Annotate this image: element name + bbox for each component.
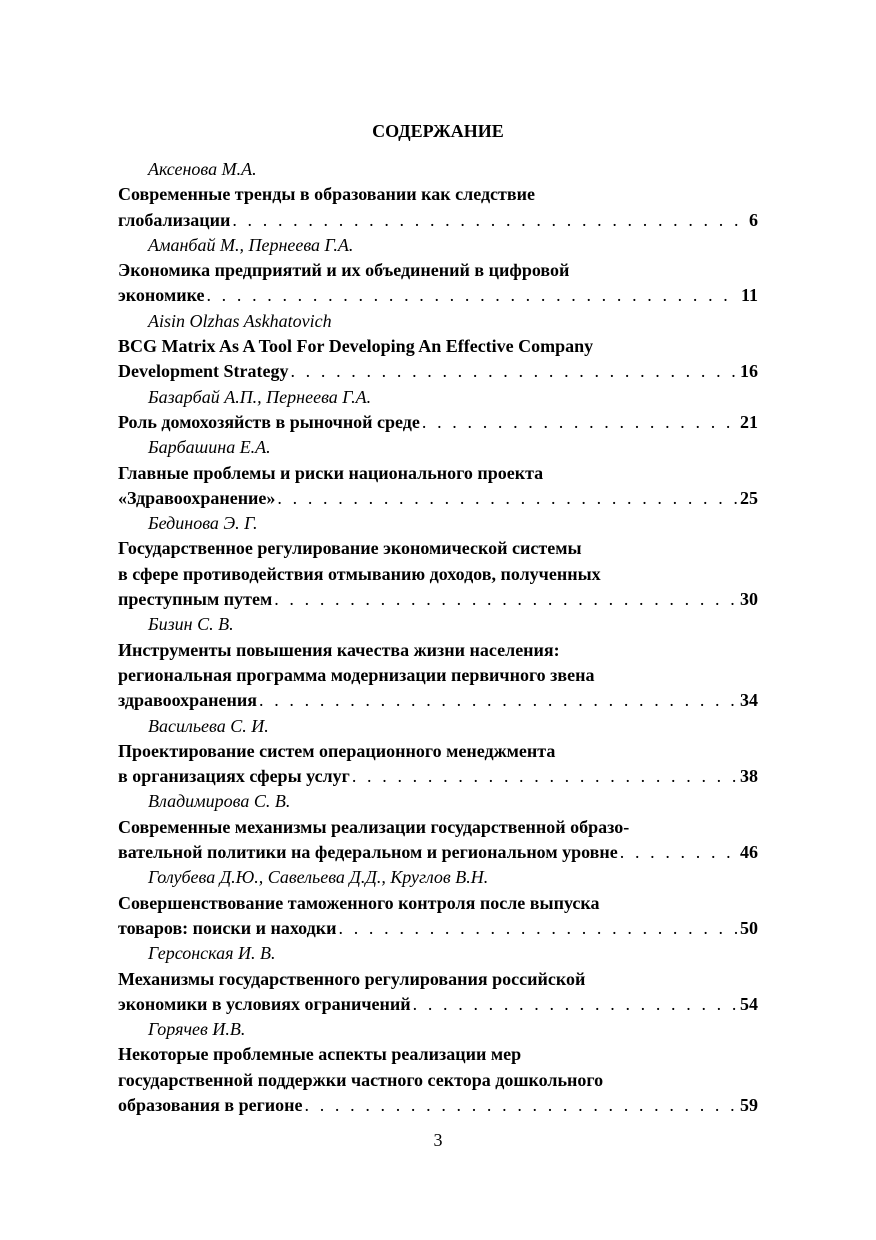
toc-entry-author: Аманбай М., Пернеева Г.А. bbox=[148, 234, 354, 255]
toc-entry bbox=[118, 941, 758, 1017]
dot-leader bbox=[206, 283, 739, 308]
toc-entry-title-line: Совершенствование таможенного контроля после выпуска bbox=[118, 892, 600, 913]
toc-entry-title-last-line: экономике bbox=[118, 285, 205, 306]
page-title: СОДЕРЖАНИЕ bbox=[372, 121, 504, 141]
toc-entry-link[interactable] bbox=[118, 1093, 758, 1118]
toc-entry-link[interactable] bbox=[118, 916, 758, 941]
table-of-contents bbox=[118, 157, 758, 1118]
page-number: 3 bbox=[433, 1130, 443, 1150]
toc-entry-title-line: Современные механизмы реализации государственной образо- bbox=[118, 816, 630, 837]
toc-entry-page-number: 21 bbox=[740, 411, 758, 432]
toc-entry-title-line: Государственное регулирование экономической системы bbox=[118, 538, 582, 559]
toc-entry-title-last-line: экономики в условиях ограничений bbox=[118, 993, 411, 1014]
toc-entry-page-number: 6 bbox=[749, 209, 758, 230]
toc-entry-author: Бединова Э. Г. bbox=[148, 513, 258, 534]
toc-entry-link[interactable] bbox=[118, 486, 758, 511]
toc-entry-link[interactable] bbox=[118, 283, 758, 308]
dot-leader bbox=[305, 1093, 738, 1118]
dot-leader bbox=[290, 359, 738, 384]
toc-entry-title-last-line: глобализации bbox=[118, 209, 231, 230]
toc-entry bbox=[118, 714, 758, 790]
dot-leader bbox=[274, 587, 738, 612]
toc-entry-title-last-line: преступным путем bbox=[118, 589, 273, 610]
toc-entry-page-number: 59 bbox=[740, 1094, 758, 1115]
dot-leader bbox=[620, 840, 738, 865]
toc-entry bbox=[118, 612, 758, 713]
toc-entry-page-number: 34 bbox=[740, 690, 758, 711]
toc-entry-title-last-line: в организациях сферы услуг bbox=[118, 766, 350, 787]
toc-entry-author: Aisin Olzhas Askhatovich bbox=[148, 310, 332, 331]
toc-entry-title-line: Современные тренды в образовании как следствие bbox=[118, 184, 535, 205]
toc-entry-title-line: Экономика предприятий и их объединений в цифровой bbox=[118, 260, 570, 281]
toc-entry-title-line: Некоторые проблемные аспекты реализации мер bbox=[118, 1044, 522, 1065]
toc-entry-title-last-line: товаров: поиски и находки bbox=[118, 917, 337, 938]
dot-leader bbox=[259, 688, 738, 713]
dot-leader bbox=[339, 916, 738, 941]
dot-leader bbox=[413, 992, 738, 1017]
toc-entry-author: Горячев И.В. bbox=[148, 1019, 246, 1040]
toc-entry-link[interactable] bbox=[118, 764, 758, 789]
toc-entry-title-line: Инструменты повышения качества жизни населения: bbox=[118, 639, 560, 660]
toc-entry-title-last-line: вательной политики на федеральном и региональном уровне bbox=[118, 842, 618, 863]
toc-entry-author: Барбашина Е.А. bbox=[148, 437, 271, 458]
toc-entry-title-line: Проектирование систем операционного менеджмента bbox=[118, 740, 556, 761]
toc-entry-title-last-line: «Здравоохранение» bbox=[118, 487, 276, 508]
dot-leader bbox=[422, 410, 738, 435]
toc-entry-link[interactable] bbox=[118, 208, 758, 233]
toc-entry-title-last-line: здравоохранения bbox=[118, 690, 258, 711]
toc-entry-title-line: Главные проблемы и риски национального проекта bbox=[118, 462, 544, 483]
toc-entry-page-number: 11 bbox=[740, 285, 758, 306]
dot-leader bbox=[232, 208, 747, 233]
toc-entry bbox=[118, 157, 758, 233]
toc-entry-page-number: 54 bbox=[740, 993, 758, 1014]
toc-entry bbox=[118, 789, 758, 865]
toc-entry-title-line: Механизмы государственного регулирования российской bbox=[118, 968, 586, 989]
toc-entry-page-number: 16 bbox=[740, 361, 758, 382]
toc-entry-link[interactable] bbox=[118, 992, 758, 1017]
toc-entry-page-number: 25 bbox=[740, 487, 758, 508]
toc-entry-title-line: региональная программа модернизации первичного звена bbox=[118, 664, 595, 685]
dot-leader bbox=[352, 764, 738, 789]
toc-entry-author: Герсонская И. В. bbox=[148, 943, 276, 964]
toc-entry bbox=[118, 233, 758, 309]
toc-entry-title-last-line: Development Strategy bbox=[118, 361, 289, 382]
toc-entry-author: Васильева С. И. bbox=[148, 715, 269, 736]
toc-entry-author: Базарбай А.П., Пернеева Г.А. bbox=[148, 386, 372, 407]
dot-leader bbox=[277, 486, 738, 511]
toc-entry bbox=[118, 309, 758, 385]
toc-entry-link[interactable] bbox=[118, 587, 758, 612]
toc-entry-author: Владимирова С. В. bbox=[148, 791, 291, 812]
toc-entry-title-line: BCG Matrix As A Tool For Developing An Effective Company bbox=[118, 336, 594, 357]
toc-entry-author: Аксенова М.А. bbox=[148, 159, 257, 179]
toc-entry-title-last-line: Роль домохозяйств в рыночной среде bbox=[118, 411, 420, 432]
toc-entry-author: Бизин С. В. bbox=[148, 614, 234, 635]
toc-entry-link[interactable] bbox=[118, 840, 758, 865]
toc-entry bbox=[118, 385, 758, 436]
toc-entry-title-last-line: образования в регионе bbox=[118, 1094, 303, 1115]
toc-entry bbox=[118, 865, 758, 941]
toc-entry-page-number: 38 bbox=[740, 766, 758, 787]
toc-entry-page-number: 30 bbox=[740, 589, 758, 610]
toc-entry-page-number: 46 bbox=[740, 842, 758, 863]
toc-entry-link[interactable] bbox=[118, 688, 758, 713]
toc-entry-title-line: государственной поддержки частного сектора дошкольного bbox=[118, 1069, 604, 1090]
toc-entry-link[interactable] bbox=[118, 359, 758, 384]
toc-entry bbox=[118, 511, 758, 612]
toc-entry-author: Голубева Д.Ю., Савельева Д.Д., Круглов В.Н. bbox=[148, 867, 489, 888]
toc-entry bbox=[118, 435, 758, 511]
toc-entry bbox=[118, 1017, 758, 1118]
toc-entry-page-number: 50 bbox=[740, 917, 758, 938]
toc-entry-title-line: в сфере противодействия отмыванию доходов, полученных bbox=[118, 563, 601, 584]
toc-entry-link[interactable] bbox=[118, 410, 758, 435]
